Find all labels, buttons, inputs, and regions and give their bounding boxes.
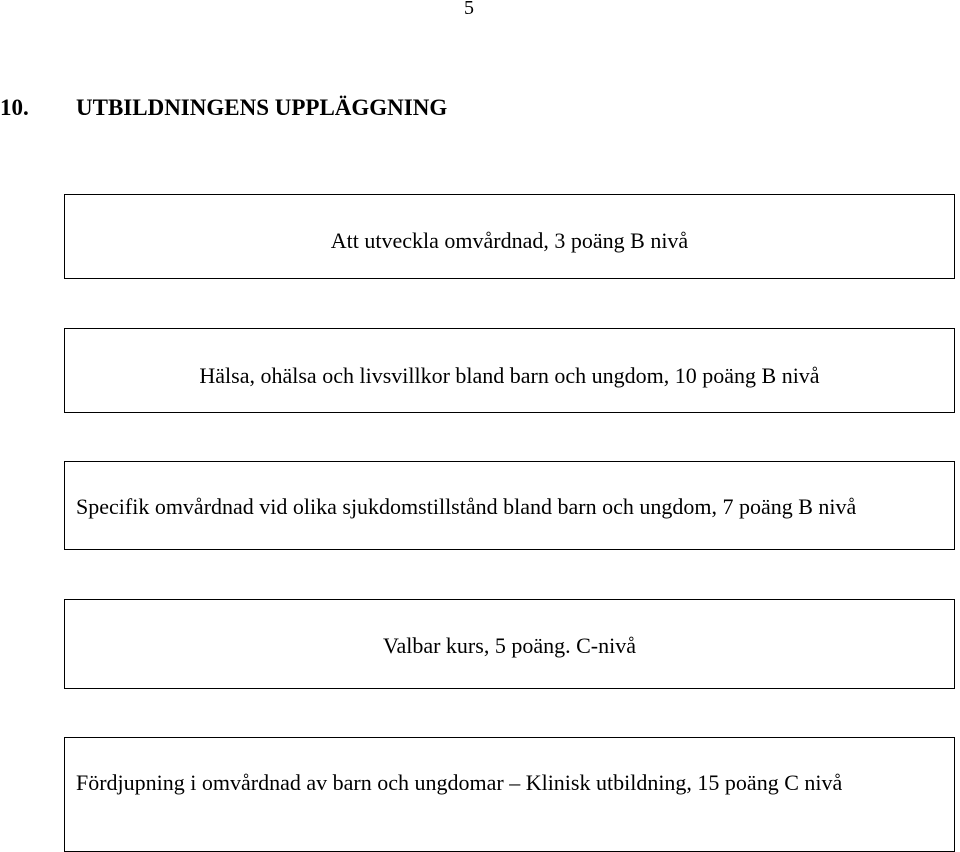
course-box-4: [64, 599, 955, 689]
course-title-4: Valbar kurs, 5 poäng. C-nivå: [383, 633, 636, 658]
course-box-1: [64, 194, 955, 279]
section-number: 10.: [0, 95, 29, 120]
section-title: UTBILDNINGENS UPPLÄGGNING: [76, 95, 448, 120]
course-title-5: Fördjupning i omvårdnad av barn och ungdomar – Klinisk utbildning, 15 poäng C nivå: [76, 770, 843, 795]
course-box-3: [64, 461, 955, 550]
course-box-2: [64, 328, 955, 413]
page-number: 5: [464, 0, 474, 19]
section-heading: [0, 94, 447, 122]
course-box-5: [64, 737, 955, 852]
course-title-3: Specifik omvårdnad vid olika sjukdomstillstånd bland barn och ungdom, 7 poäng B nivå: [76, 494, 857, 519]
course-title-1: Att utveckla omvårdnad, 3 poäng B nivå: [330, 228, 689, 253]
course-title-2: Hälsa, ohälsa och livsvillkor bland barn och ungdom, 10 poäng B nivå: [199, 363, 820, 388]
